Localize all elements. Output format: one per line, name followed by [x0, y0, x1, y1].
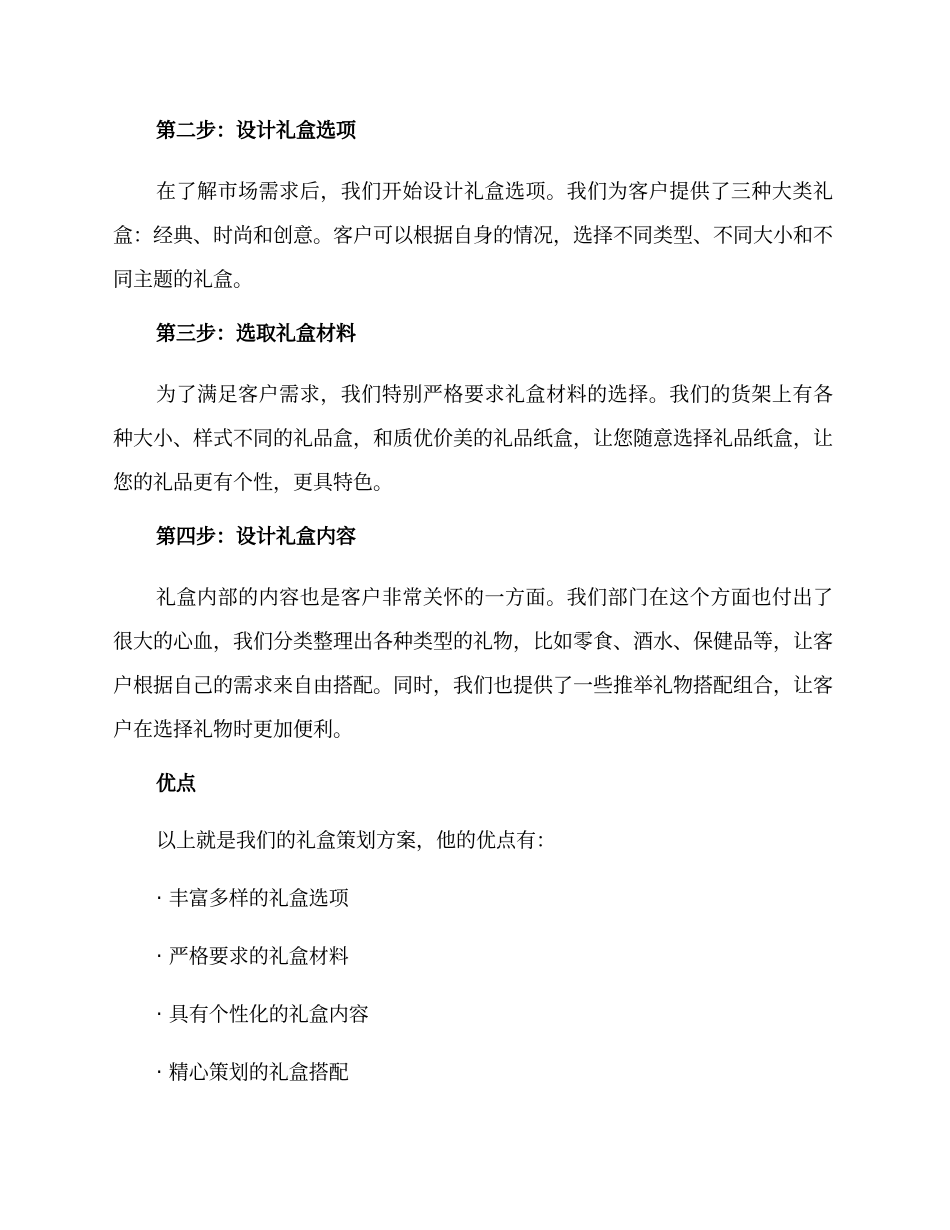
section-heading: 第二步：设计礼盒选项 — [156, 118, 356, 142]
section-heading: 第四步：设计礼盒内容 — [156, 524, 356, 548]
section-advantages — [113, 765, 833, 1090]
list-item: · 丰富多样的礼盒选项 — [156, 886, 349, 910]
section-step-four — [113, 518, 833, 751]
list-item: · 精心策划的礼盒搭配 — [156, 1060, 349, 1084]
section-body: 在了解市场需求后，我们开始设计礼盒选项。我们为客户提供了三种大类礼盒：经典、时尚和创意。客户可以根据自身的情况，选择不同类型、不同大小和不同主题的礼盒。 — [113, 179, 833, 291]
advantages-list — [113, 880, 833, 1090]
section-step-three — [113, 315, 833, 504]
list-item: · 严格要求的礼盒材料 — [156, 944, 349, 968]
advantages-intro: 以上就是我们的礼盒策划方案，他的优点有： — [156, 828, 556, 852]
section-body: 为了满足客户需求，我们特别严格要求礼盒材料的选择。我们的货架上有各种大小、样式不同的礼品盒，和质优价美的礼品纸盒，让您随意选择礼品纸盒，让您的礼品更有个性，更具特色。 — [113, 382, 833, 494]
list-item: · 具有个性化的礼盒内容 — [156, 1002, 369, 1026]
document-content — [113, 112, 833, 1112]
section-step-two — [113, 112, 833, 301]
section-body: 礼盒内部的内容也是客户非常关怀的一方面。我们部门在这个方面也付出了很大的心血，我们分类整理出各种类型的礼物，比如零食、酒水、保健品等，让客户根据自己的需求来自由搭配。同时，我们也提供了一些推举礼物搭配组合，让客户在选择礼物时更加便利。 — [113, 585, 833, 741]
section-heading: 第三步：选取礼盒材料 — [156, 321, 356, 345]
section-heading: 优点 — [156, 771, 196, 795]
